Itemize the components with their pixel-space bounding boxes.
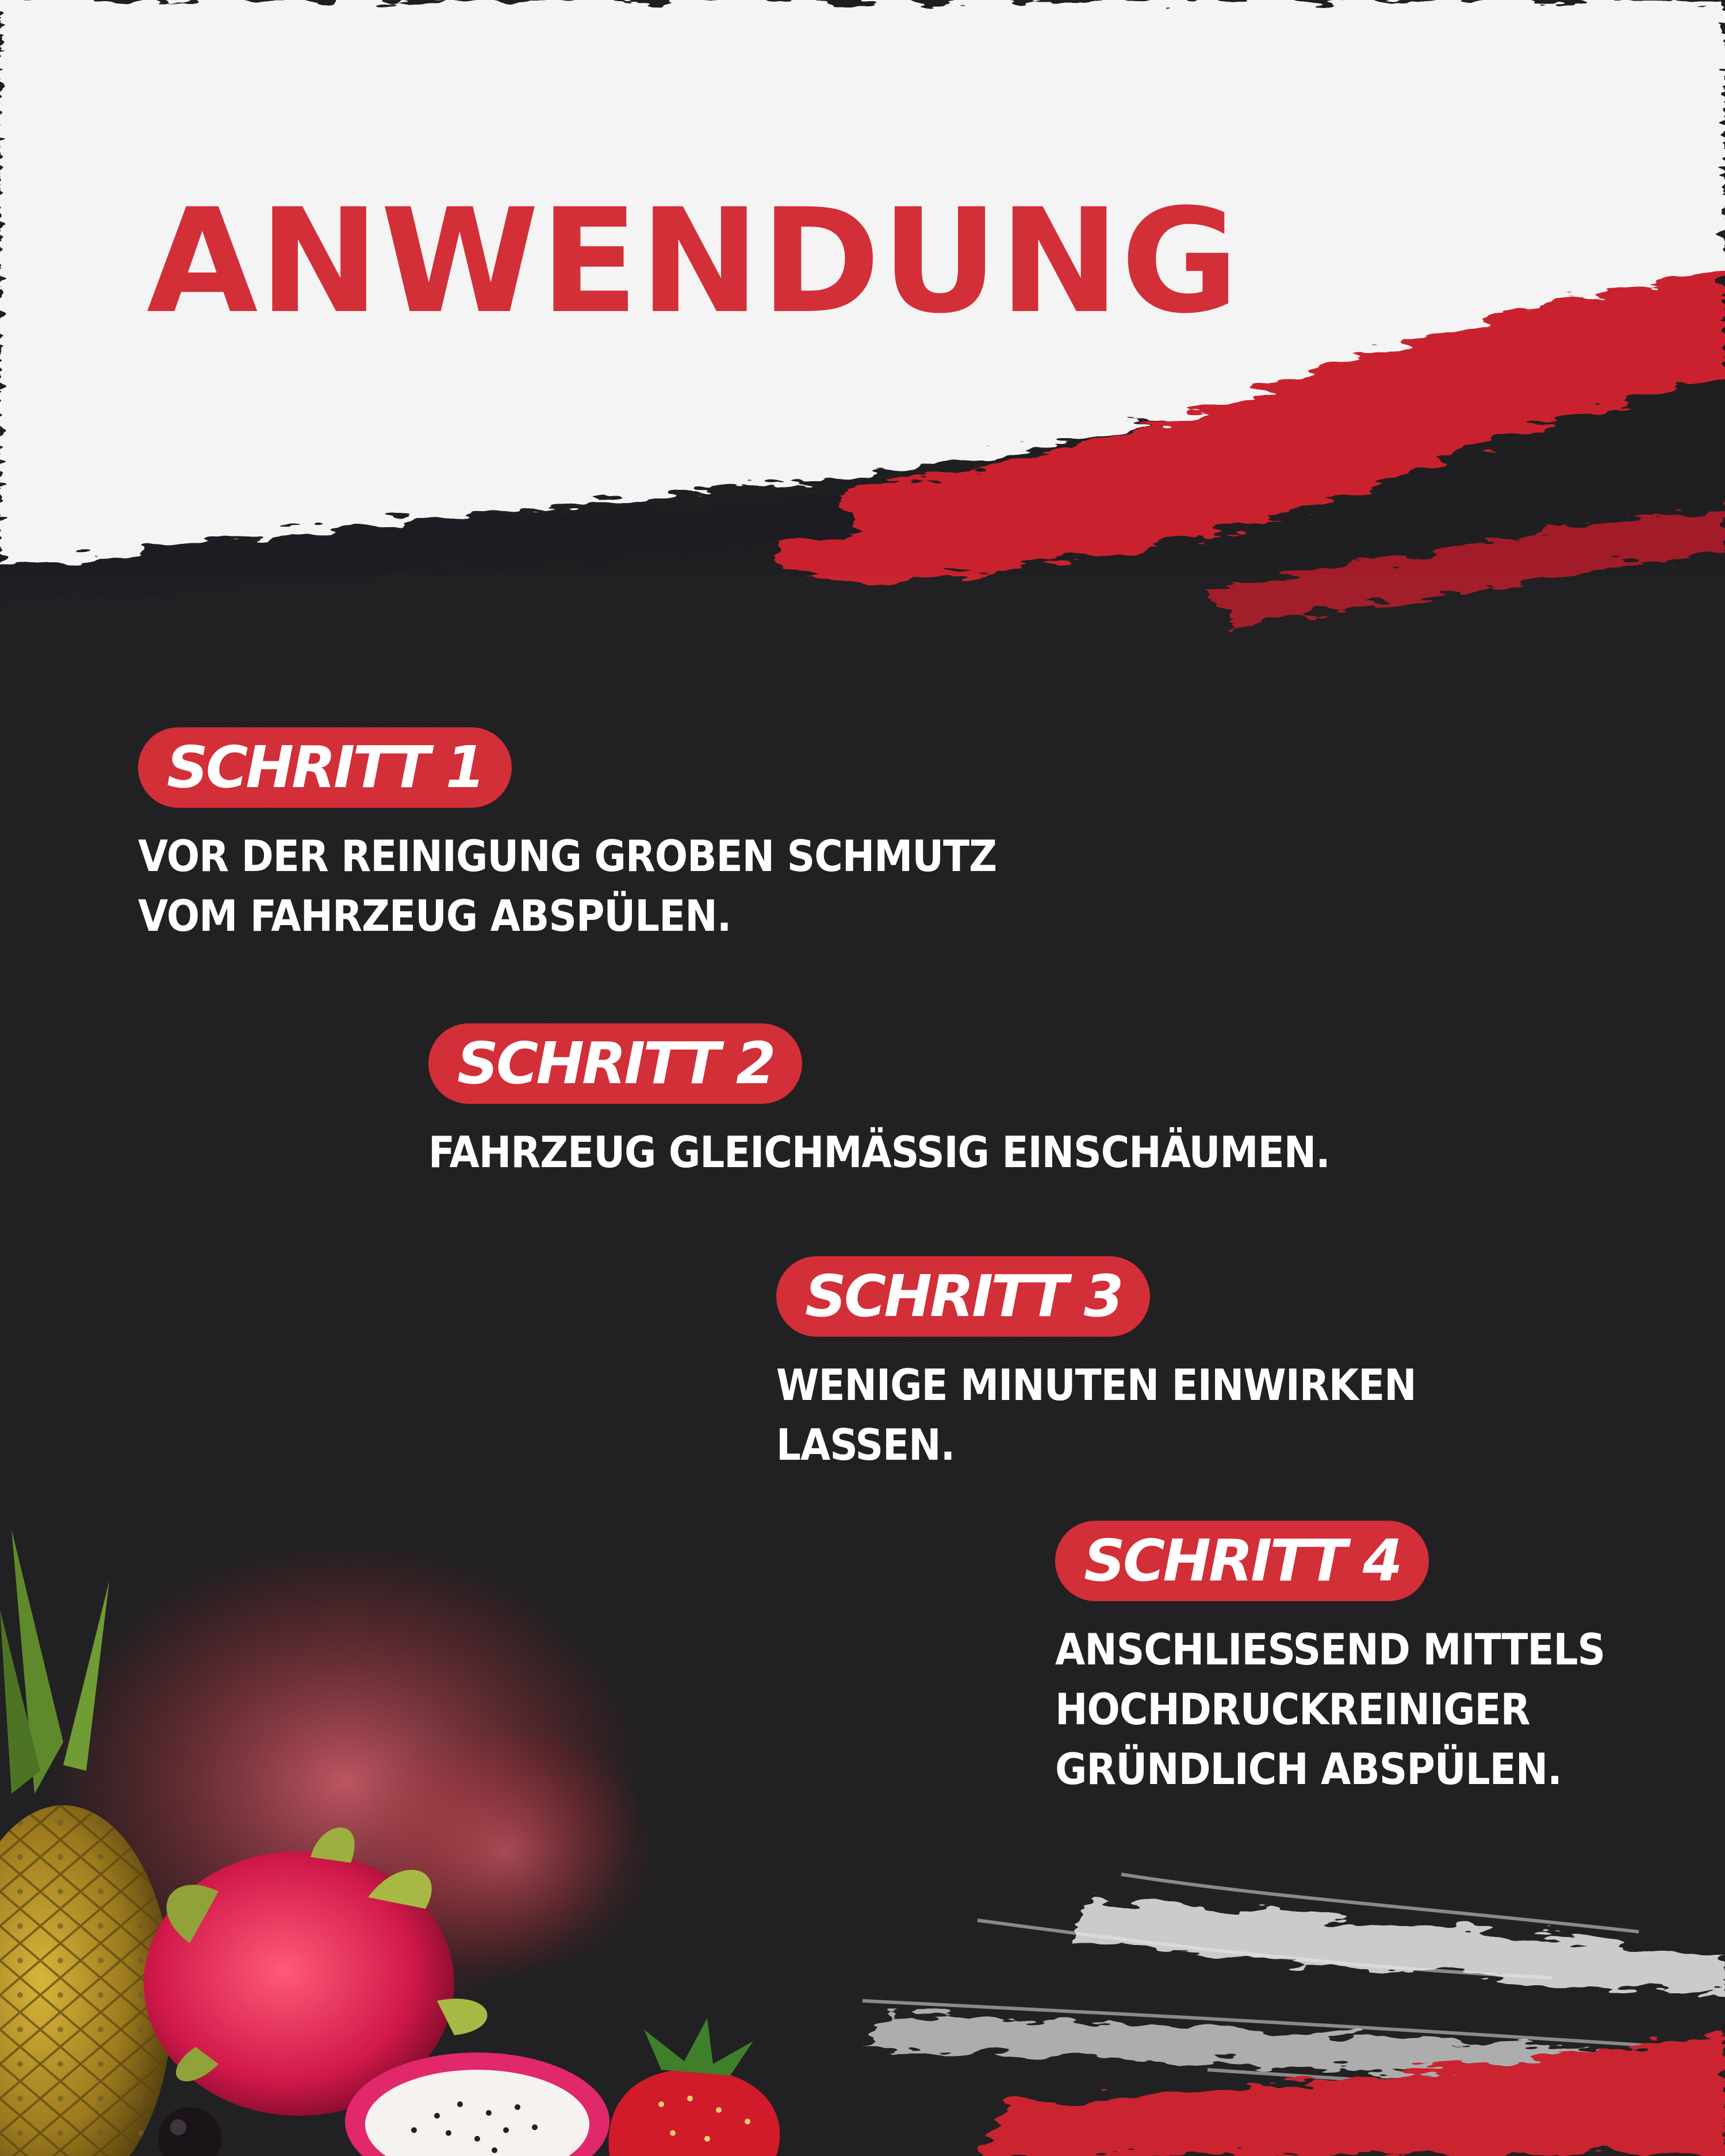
step-3-badge: SCHRITT 3 bbox=[776, 1256, 1150, 1337]
step-2 bbox=[428, 1023, 1330, 1182]
step-1-line-2: VOM FAHRZEUG ABSPÜLEN. bbox=[138, 891, 731, 941]
blackcurrant-icon bbox=[158, 2107, 221, 2156]
fruit-illustration bbox=[0, 1495, 862, 2156]
page-title: ANWENDUNG bbox=[147, 178, 1240, 345]
step-3-description bbox=[776, 1355, 1416, 1475]
step-2-line-1: FAHRZEUG GLEICHMÄSSIG EINSCHÄUMEN. bbox=[428, 1127, 1330, 1177]
step-2-badge: SCHRITT 2 bbox=[428, 1023, 802, 1104]
step-1 bbox=[138, 727, 996, 946]
step-3-line-2: LASSEN. bbox=[776, 1420, 955, 1470]
strawberry-icon bbox=[609, 2018, 780, 2156]
step-4-line-1: ANSCHLIESSEND MITTELS bbox=[1055, 1624, 1605, 1675]
step-1-line-1: VOR DER REINIGUNG GROBEN SCHMUTZ bbox=[138, 831, 997, 881]
step-4-badge: SCHRITT 4 bbox=[1055, 1521, 1429, 1601]
step-1-badge: SCHRITT 1 bbox=[138, 727, 512, 808]
step-4-description bbox=[1055, 1620, 1605, 1799]
step-3 bbox=[776, 1256, 1416, 1475]
step-4 bbox=[1055, 1521, 1605, 1799]
step-4-line-2: HOCHDRUCKREINIGER bbox=[1055, 1684, 1530, 1735]
step-1-description bbox=[138, 826, 996, 946]
step-4-line-3: GRÜNDLICH ABSPÜLEN. bbox=[1055, 1744, 1562, 1794]
step-3-line-1: WENIGE MINUTEN EINWIRKEN bbox=[776, 1360, 1416, 1410]
step-2-description bbox=[428, 1122, 1330, 1182]
